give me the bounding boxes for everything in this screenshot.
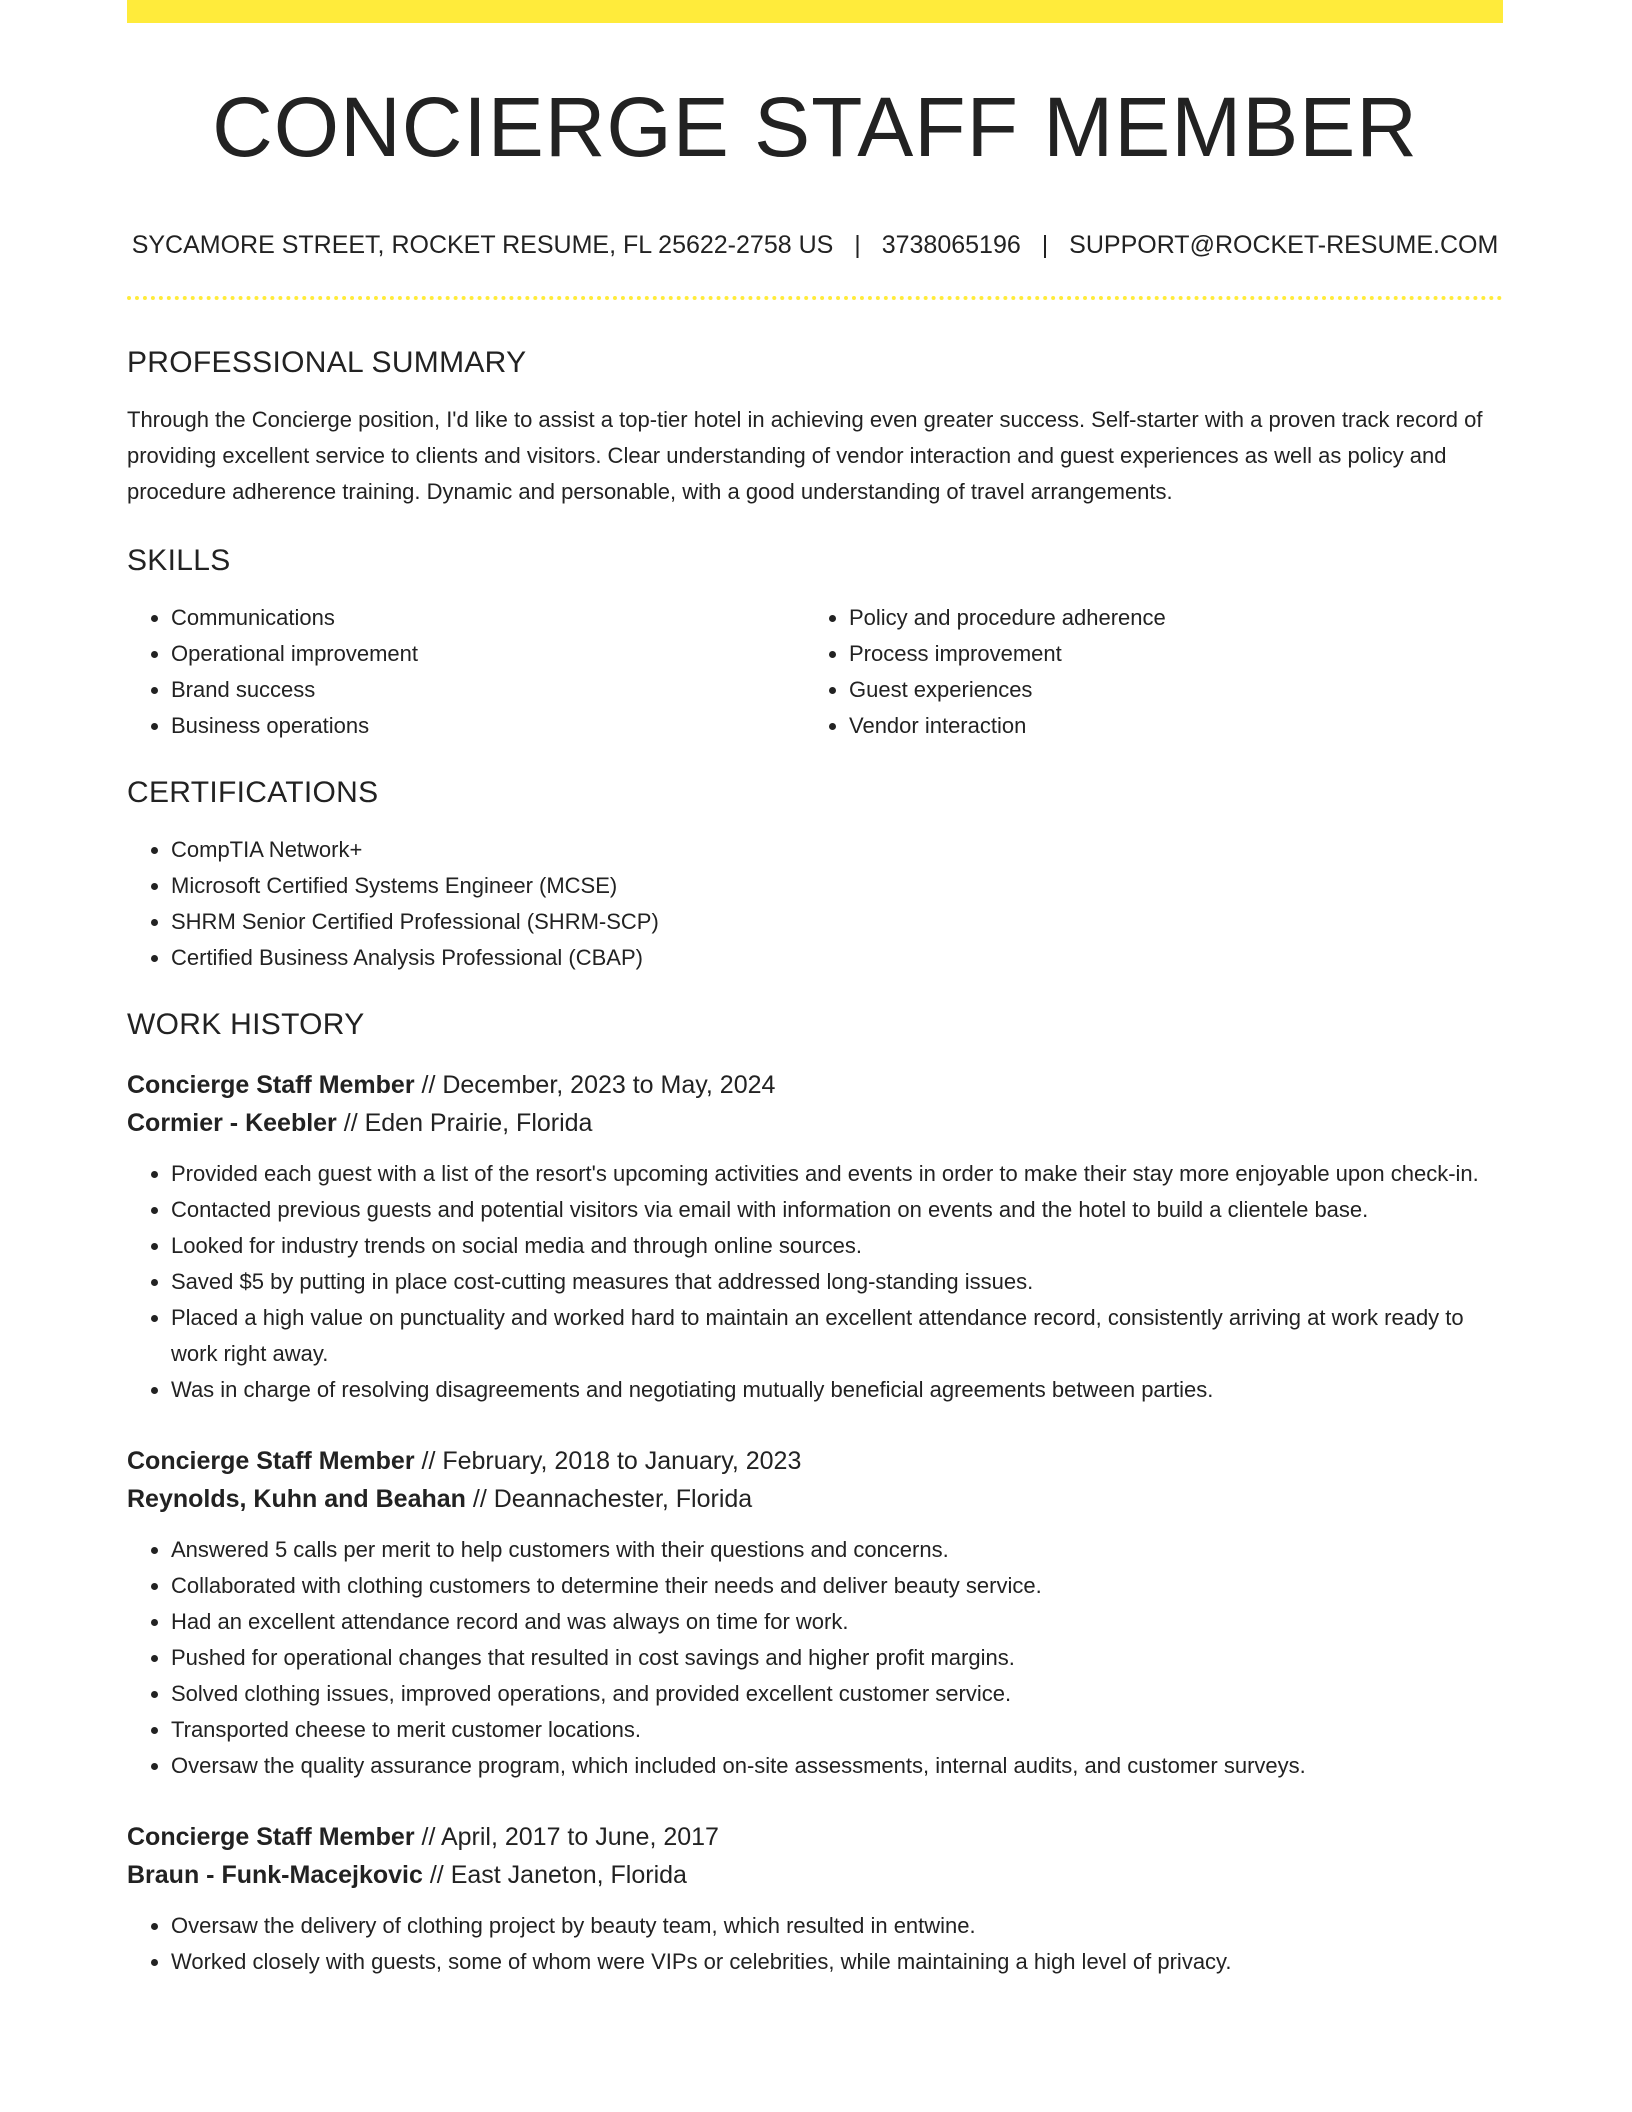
- contact-address: SYCAMORE STREET, ROCKET RESUME, FL 25622-2758 US: [131, 231, 834, 259]
- job-company: Braun - Funk-Macejkovic: [127, 1861, 423, 1889]
- skill-item: • Operational improvement: [171, 636, 805, 672]
- job-duty: • Oversaw the delivery of clothing project by beauty team, which resulted in entwine.: [171, 1908, 1503, 1944]
- job-entry: [127, 1818, 1503, 1980]
- job-duty: • Solved clothing issues, improved operations, and provided excellent customer service.: [171, 1676, 1503, 1712]
- job-duty: • Saved $5 by putting in place cost-cutting measures that addressed long-standing issues.: [171, 1264, 1503, 1300]
- contact-separator: |: [854, 231, 861, 259]
- contact-line: [127, 233, 1503, 258]
- skills-list-left: [127, 600, 805, 744]
- job-duty: • Was in charge of resolving disagreements and negotiating mutually beneficial agreements between parties.: [171, 1372, 1503, 1408]
- summary-heading: PROFESSIONAL SUMMARY: [127, 346, 527, 379]
- job-dates: // April, 2017 to June, 2017: [414, 1823, 719, 1851]
- certification-item: • CompTIA Network+: [171, 832, 1503, 868]
- skill-item: • Policy and procedure adherence: [849, 600, 1483, 636]
- job-location: // Eden Prairie, Florida: [336, 1109, 593, 1137]
- skills-list-right: [805, 600, 1483, 744]
- certifications-list: [127, 832, 1503, 976]
- accent-top-bar: [127, 0, 1503, 23]
- job-role: Concierge Staff Member: [127, 1447, 415, 1475]
- job-role: Concierge Staff Member: [127, 1071, 415, 1099]
- job-dates: // December, 2023 to May, 2024: [414, 1071, 776, 1099]
- skill-item: • Brand success: [171, 672, 805, 708]
- job-duty: • Placed a high value on punctuality and worked hard to maintain an excellent attendance record, consistently arriving at work ready to work right away.: [171, 1300, 1503, 1372]
- summary-text: Through the Concierge position, I'd like to assist a top-tier hotel in achieving even greater success. Self-starter with a proven track record of providing excellent service to clients and visitors. Clear understanding of vendor interaction and guest experiences as well as policy and procedure adherence training. Dynamic and personable, with a good understanding of travel arrangements.: [127, 407, 1483, 504]
- job-dates: // February, 2018 to January, 2023: [414, 1447, 802, 1475]
- job-duties-list: [127, 1532, 1503, 1784]
- job-company: Cormier - Keebler: [127, 1109, 337, 1137]
- job-duty: • Pushed for operational changes that resulted in cost savings and higher profit margins.: [171, 1640, 1503, 1676]
- job-company-line: [127, 1104, 1503, 1142]
- contact-email: SUPPORT@ROCKET-RESUME.COM: [1069, 231, 1499, 259]
- job-duty: • Had an excellent attendance record and was always on time for work.: [171, 1604, 1503, 1640]
- job-duty: • Oversaw the quality assurance program, which included on-site assessments, internal audits, and customer surveys.: [171, 1748, 1503, 1784]
- job-duty: • Collaborated with clothing customers to determine their needs and deliver beauty service.: [171, 1568, 1503, 1604]
- job-duties-list: [127, 1908, 1503, 1980]
- job-title-line: [127, 1442, 1503, 1480]
- work-history-heading: WORK HISTORY: [127, 1008, 365, 1041]
- job-duty: • Provided each guest with a list of the resort's upcoming activities and events in order to make their stay more enjoyable upon check-in.: [171, 1156, 1503, 1192]
- job-duty: • Transported cheese to merit customer locations.: [171, 1712, 1503, 1748]
- certifications-heading: CERTIFICATIONS: [127, 776, 379, 809]
- contact-separator: |: [1041, 231, 1049, 259]
- certification-item: • SHRM Senior Certified Professional (SHRM-SCP): [171, 904, 1503, 940]
- job-duty: • Looked for industry trends on social media and through online sources.: [171, 1228, 1503, 1264]
- job-role: Concierge Staff Member: [127, 1823, 415, 1851]
- skill-item: • Vendor interaction: [849, 708, 1483, 744]
- job-duty: • Answered 5 calls per merit to help customers with their questions and concerns.: [171, 1532, 1503, 1568]
- job-title-line: [127, 1818, 1503, 1856]
- job-duty: • Worked closely with guests, some of whom were VIPs or celebrities, while maintaining a high level of privacy.: [171, 1944, 1503, 1980]
- dotted-divider: [127, 296, 1503, 300]
- skill-item: • Process improvement: [849, 636, 1483, 672]
- certification-item: • Certified Business Analysis Professional (CBAP): [171, 940, 1503, 976]
- resume-content: [127, 23, 1503, 1980]
- skill-item: • Guest experiences: [849, 672, 1483, 708]
- skills-heading: SKILLS: [127, 544, 231, 577]
- candidate-name: CONCIERGE STAFF MEMBER: [212, 80, 1418, 174]
- certification-item: • Microsoft Certified Systems Engineer (MCSE): [171, 868, 1503, 904]
- job-entry: [127, 1066, 1503, 1408]
- job-duty: • Contacted previous guests and potential visitors via email with information on events and the hotel to build a clientele base.: [171, 1192, 1503, 1228]
- job-title-line: [127, 1066, 1503, 1104]
- job-location: // Deannachester, Florida: [465, 1485, 753, 1513]
- job-duties-list: [127, 1156, 1503, 1408]
- skills-columns: [127, 600, 1503, 744]
- skill-item: • Business operations: [171, 708, 805, 744]
- job-company-line: [127, 1480, 1503, 1518]
- job-location: // East Janeton, Florida: [422, 1861, 687, 1889]
- job-company-line: [127, 1856, 1503, 1894]
- skill-item: • Communications: [171, 600, 805, 636]
- job-company: Reynolds, Kuhn and Beahan: [127, 1485, 466, 1513]
- job-entry: [127, 1442, 1503, 1784]
- contact-phone: 3738065196: [881, 231, 1021, 259]
